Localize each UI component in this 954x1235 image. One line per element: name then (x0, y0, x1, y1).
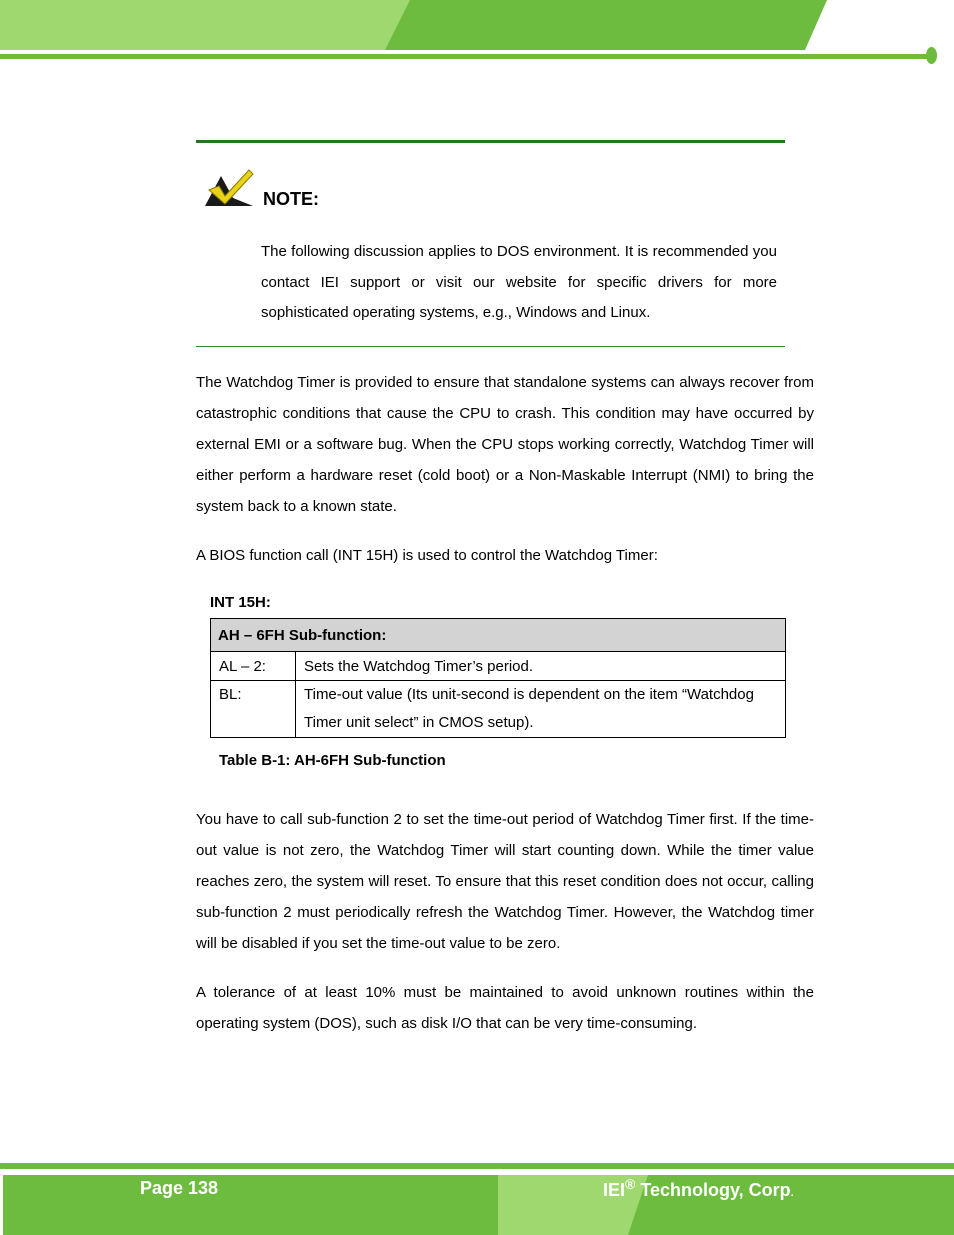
company-brand (603, 1176, 794, 1201)
table-cell-value: Sets the Watchdog Timer’s period. (296, 652, 786, 681)
table-row (211, 681, 786, 738)
note-top-rule (196, 140, 785, 143)
sub-function-table (210, 618, 786, 738)
bios-call-paragraph: A BIOS function call (INT 15H) is used to control the Watchdog Timer: (196, 547, 658, 564)
checkmark-icon (203, 168, 255, 208)
table-header: AH – 6FH Sub-function: (211, 619, 786, 652)
sub-function-paragraph: You have to call sub-function 2 to set the time-out period of Watchdog Timer first. If the time-out value is not zero, the Watchdog Timer will start counting down. While the timer value reaches zero, the system will reset. To ensure that this reset condition does not occur, calling sub-function 2 must periodically refresh the Watchdog Timer. However, the Watchdog timer will be disabled if you set the time-out value to be zero. (196, 811, 814, 952)
note-title: NOTE: (263, 189, 319, 209)
table-cell-value: Time-out value (Its unit-second is dependent on the item “Watchdog Timer unit select” in CMOS setup). (296, 681, 786, 738)
watchdog-intro-paragraph: The Watchdog Timer is provided to ensure that standalone systems can always recover from catastrophic conditions that cause the CPU to crash. This condition may have occurred by external EMI or a software bug. When the CPU stops working correctly, Watchdog Timer will either perform a hardware reset (cold boot) or a Non-Maskable Interrupt (NMI) to bring the system back to a known state. (196, 374, 814, 515)
table-cell-key: BL: (211, 681, 296, 738)
header-band-light (0, 0, 410, 50)
table-caption: Table B-1: AH-6FH Sub-function (219, 752, 446, 769)
header-rule (0, 54, 932, 59)
table-row (211, 652, 786, 681)
footer-rule (0, 1163, 954, 1169)
brand-suffix: Technology, Corp (635, 1180, 791, 1200)
brand-name: IEI (603, 1180, 626, 1200)
registered-mark: ® (625, 1176, 636, 1192)
header-band-dark (385, 0, 827, 50)
brand-dot: . (790, 1188, 794, 1199)
note-body: The following discussion applies to DOS environment. It is recommended you contact IEI support or visit our website for specific drivers for more sophisticated operating systems, e.g., Windows and Linux. (261, 243, 777, 321)
header-rule-end (926, 47, 937, 64)
note-bottom-rule (196, 346, 785, 347)
page-number: Page 138 (140, 1178, 219, 1198)
table-cell-key: AL – 2: (211, 652, 296, 681)
tolerance-paragraph: A tolerance of at least 10% must be maintained to avoid unknown routines within the operating system (DOS), such as disk I/O that can be very time-consuming. (196, 984, 814, 1032)
int-15h-label: INT 15H: (210, 594, 271, 611)
